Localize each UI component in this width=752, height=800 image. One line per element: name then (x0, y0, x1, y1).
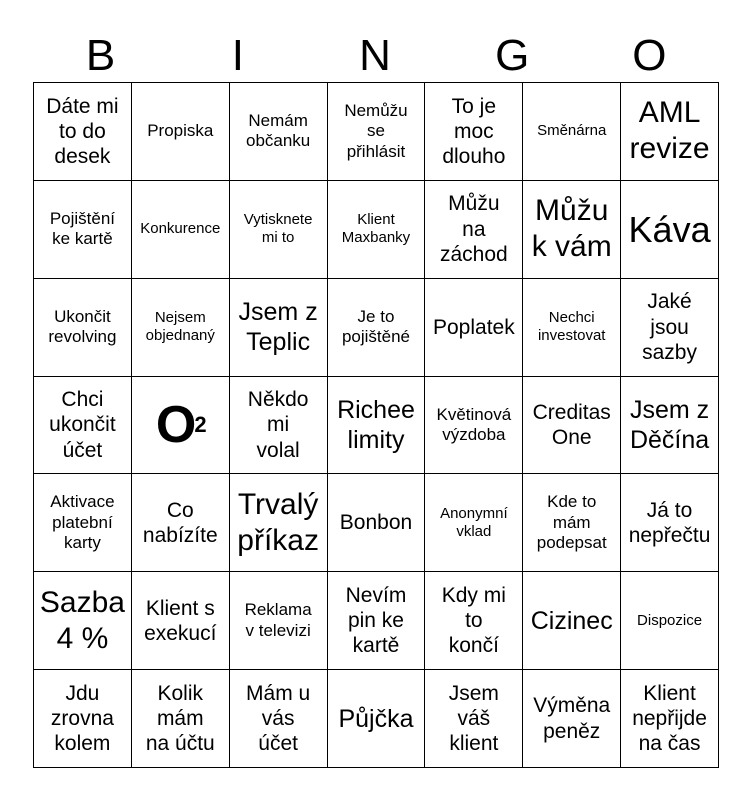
bingo-cell-text: Konkurence (140, 220, 221, 238)
bingo-cell-r5-c6[interactable] (621, 572, 719, 670)
bingo-cell-text: Creditas One (532, 400, 611, 449)
bingo-header (33, 30, 719, 82)
header-letter-g: G (495, 31, 532, 80)
bingo-cell-r3-c4[interactable] (425, 377, 523, 475)
bingo-cell-r3-c5[interactable] (523, 377, 621, 475)
bingo-cell-text: Dáte mi to do desek (46, 94, 119, 169)
bingo-cell-text: Vytisknete mi to (243, 211, 313, 247)
bingo-cell-text: Jsem z Teplic (238, 298, 318, 357)
bingo-cell-text: Je to pojištěné (341, 306, 411, 347)
bingo-cell-text: Propiska (147, 121, 214, 141)
bingo-cell-text: Nejsem objednaný (145, 309, 215, 345)
bingo-cell-r4-c5[interactable] (523, 474, 621, 572)
bingo-cell-text: Můžu k vám (531, 194, 612, 264)
bingo-cell-text: Sazba 4 % (39, 585, 125, 655)
bingo-cell-text: Výměna peněz (533, 694, 611, 743)
bingo-cell-text: Jdu zrovna kolem (50, 681, 114, 756)
bingo-cell-r6-c5[interactable] (523, 670, 621, 768)
bingo-cell-r6-c2[interactable] (230, 670, 328, 768)
bingo-cell-text: Richee limity (337, 395, 415, 454)
bingo-cell-text: Kdy mi to končí (441, 583, 506, 658)
bingo-cell-text: Káva (628, 208, 711, 250)
bingo-cell-text: Chci ukončit účet (49, 388, 116, 462)
bingo-cell-text: AML revize (629, 96, 710, 166)
bingo-cell-text: Někdo mi volal (247, 388, 309, 462)
bingo-cell-r4-c3[interactable] (328, 474, 426, 572)
bingo-cell-r1-c0[interactable] (34, 181, 132, 279)
bingo-cell-r0-c4[interactable] (425, 83, 523, 181)
bingo-cell-r0-c5[interactable] (523, 83, 621, 181)
bingo-cell-text: Mám u vás účet (246, 681, 311, 756)
bingo-cell-text: Nevím pin ke kartě (345, 583, 407, 658)
bingo-cell-r1-c4[interactable] (425, 181, 523, 279)
bingo-cell-text: Reklama v televizi (244, 600, 312, 640)
bingo-cell-r0-c2[interactable] (230, 83, 328, 181)
bingo-cell-text: To je moc dlouho (442, 94, 506, 169)
bingo-cell-r2-c6[interactable] (621, 279, 719, 377)
bingo-cell-r4-c2[interactable] (230, 474, 328, 572)
bingo-cell-r3-c3[interactable] (328, 377, 426, 475)
bingo-cell-text: Aktivace platební karty (50, 492, 115, 553)
o2-logo-letter: O (155, 395, 195, 454)
bingo-cell-r2-c4[interactable] (425, 279, 523, 377)
bingo-cell-r1-c1[interactable] (132, 181, 230, 279)
bingo-cell-r0-c0[interactable] (34, 83, 132, 181)
bingo-cell-text: Klient s exekucí (144, 596, 217, 645)
bingo-cell-r2-c2[interactable] (230, 279, 328, 377)
bingo-cell-text: Směnárna (537, 122, 607, 140)
bingo-cell-text: Nechci investovat (537, 309, 606, 345)
bingo-cell-text: Klient Maxbanky (341, 211, 411, 247)
bingo-cell-r2-c3[interactable] (328, 279, 426, 377)
bingo-cell-r4-c6[interactable] (621, 474, 719, 572)
bingo-board (33, 82, 719, 768)
bingo-cell-r6-c0[interactable] (34, 670, 132, 768)
bingo-cell-r2-c0[interactable] (34, 279, 132, 377)
bingo-cell-r0-c3[interactable] (328, 83, 426, 181)
bingo-cell-text: Nemůžu se přihlásit (344, 100, 408, 161)
bingo-cell-r3-c2[interactable] (230, 377, 328, 475)
bingo-cell-r2-c5[interactable] (523, 279, 621, 377)
bingo-cell-r0-c6[interactable] (621, 83, 719, 181)
bingo-cell-text: Můžu na záchod (439, 192, 508, 266)
bingo-cell-text: Půjčka (338, 704, 414, 733)
bingo-cell-r5-c5[interactable] (523, 572, 621, 670)
bingo-cell-r4-c0[interactable] (34, 474, 132, 572)
bingo-cell-r1-c5[interactable] (523, 181, 621, 279)
free-space-o2-logo[interactable] (132, 377, 230, 475)
bingo-cell-r6-c4[interactable] (425, 670, 523, 768)
bingo-cell-text: Květinová výzdoba (436, 404, 512, 444)
bingo-cell-text: Cizinec (530, 606, 613, 635)
bingo-cell-r3-c6[interactable] (621, 377, 719, 475)
bingo-cell-text: Bonbon (339, 511, 413, 535)
bingo-cell-text: Kolik mám na účtu (145, 681, 215, 756)
bingo-cell-r5-c1[interactable] (132, 572, 230, 670)
bingo-cell-r5-c3[interactable] (328, 572, 426, 670)
bingo-cell-text: Jsem váš klient (448, 681, 499, 756)
header-letter-b: B (85, 31, 118, 80)
bingo-cell-r2-c1[interactable] (132, 279, 230, 377)
bingo-cell-r0-c1[interactable] (132, 83, 230, 181)
bingo-cell-r6-c1[interactable] (132, 670, 230, 768)
bingo-cell-r4-c4[interactable] (425, 474, 523, 572)
bingo-cell-text: Pojištění ke kartě (49, 208, 116, 249)
bingo-cell-r1-c2[interactable] (230, 181, 328, 279)
bingo-cell-text: Klient nepřijde na čas (632, 681, 707, 756)
bingo-cell-r5-c4[interactable] (425, 572, 523, 670)
bingo-cell-r1-c3[interactable] (328, 181, 426, 279)
bingo-cell-r6-c3[interactable] (328, 670, 426, 768)
bingo-cell-r4-c1[interactable] (132, 474, 230, 572)
bingo-cell-text: Trvalý příkaz (237, 487, 319, 557)
bingo-cell-r3-c0[interactable] (34, 377, 132, 475)
header-letter-i: I (231, 31, 246, 80)
o2-logo-subscript: 2 (194, 411, 205, 437)
bingo-cell-text: Nemám občanku (245, 111, 311, 151)
bingo-cell-text: Dispozice (637, 611, 703, 629)
bingo-cell-text: Kde to mám podepsat (536, 492, 607, 553)
bingo-cell-text: Co nabízíte (142, 498, 218, 547)
bingo-cell-r5-c0[interactable] (34, 572, 132, 670)
bingo-cell-text: Jsem z Děčína (629, 395, 710, 454)
bingo-cell-r6-c6[interactable] (621, 670, 719, 768)
bingo-cell-r1-c6[interactable] (621, 181, 719, 279)
header-letter-n: N (359, 31, 393, 80)
bingo-cell-text: Já to nepřečtu (628, 498, 711, 547)
header-letter-o: O (632, 31, 669, 80)
bingo-cell-text: Ukončit revolving (48, 306, 117, 347)
bingo-cell-text: Jaké jsou sazby (642, 290, 697, 364)
bingo-cell-r5-c2[interactable] (230, 572, 328, 670)
bingo-cell-text: Poplatek (432, 315, 515, 339)
bingo-cell-text: Anonymní vklad (440, 504, 508, 540)
